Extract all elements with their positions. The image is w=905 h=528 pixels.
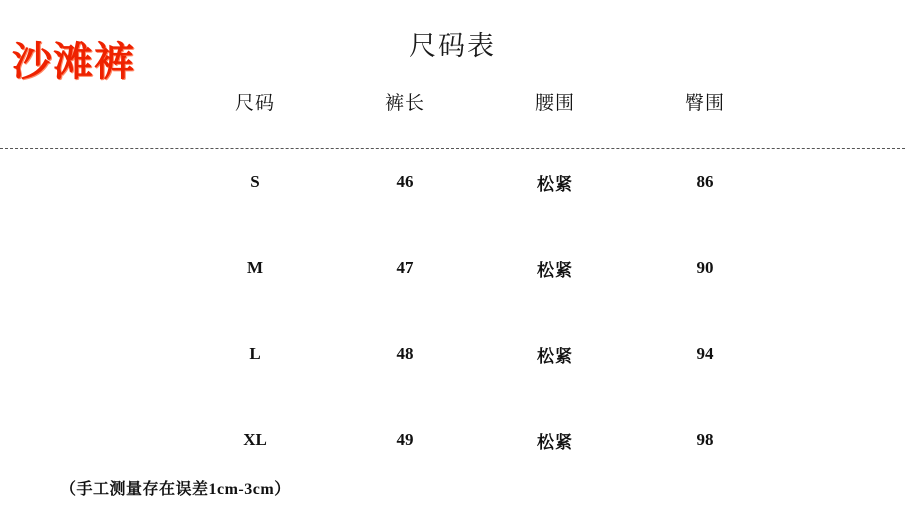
cell-length: 47 xyxy=(396,258,414,277)
table-row xyxy=(180,397,780,483)
table-header-row xyxy=(180,88,780,139)
cell-length: 48 xyxy=(396,344,414,363)
table-row xyxy=(180,139,780,225)
cell-size: XL xyxy=(243,430,267,449)
cell-hip: 94 xyxy=(696,344,714,363)
cell-hip: 98 xyxy=(696,430,714,449)
table-row xyxy=(180,225,780,311)
cell-size: L xyxy=(249,344,261,363)
cell-hip: 86 xyxy=(696,172,714,191)
brand-logo-text: 沙滩裤 xyxy=(12,39,135,84)
cell-waist: 松紧 xyxy=(537,346,573,366)
column-header-length: 裤长 xyxy=(384,93,425,114)
measurement-footnote: （手工测量存在误差1cm-3cm） xyxy=(60,481,291,498)
cell-size: S xyxy=(250,172,260,191)
header-divider xyxy=(0,148,905,149)
cell-waist: 松紧 xyxy=(537,260,573,280)
cell-waist: 松紧 xyxy=(537,432,573,452)
size-table-head xyxy=(180,88,780,139)
cell-waist: 松紧 xyxy=(537,174,573,194)
column-header-size: 尺码 xyxy=(234,93,275,114)
cell-length: 49 xyxy=(396,430,414,449)
cell-length: 46 xyxy=(396,172,414,191)
table-row xyxy=(180,311,780,397)
column-header-hip: 臀围 xyxy=(684,93,725,114)
cell-size: M xyxy=(246,258,264,277)
page-title: 尺码表 xyxy=(409,31,496,61)
size-table-body xyxy=(180,139,780,483)
column-header-waist: 腰围 xyxy=(534,93,575,114)
cell-hip: 90 xyxy=(696,258,714,277)
